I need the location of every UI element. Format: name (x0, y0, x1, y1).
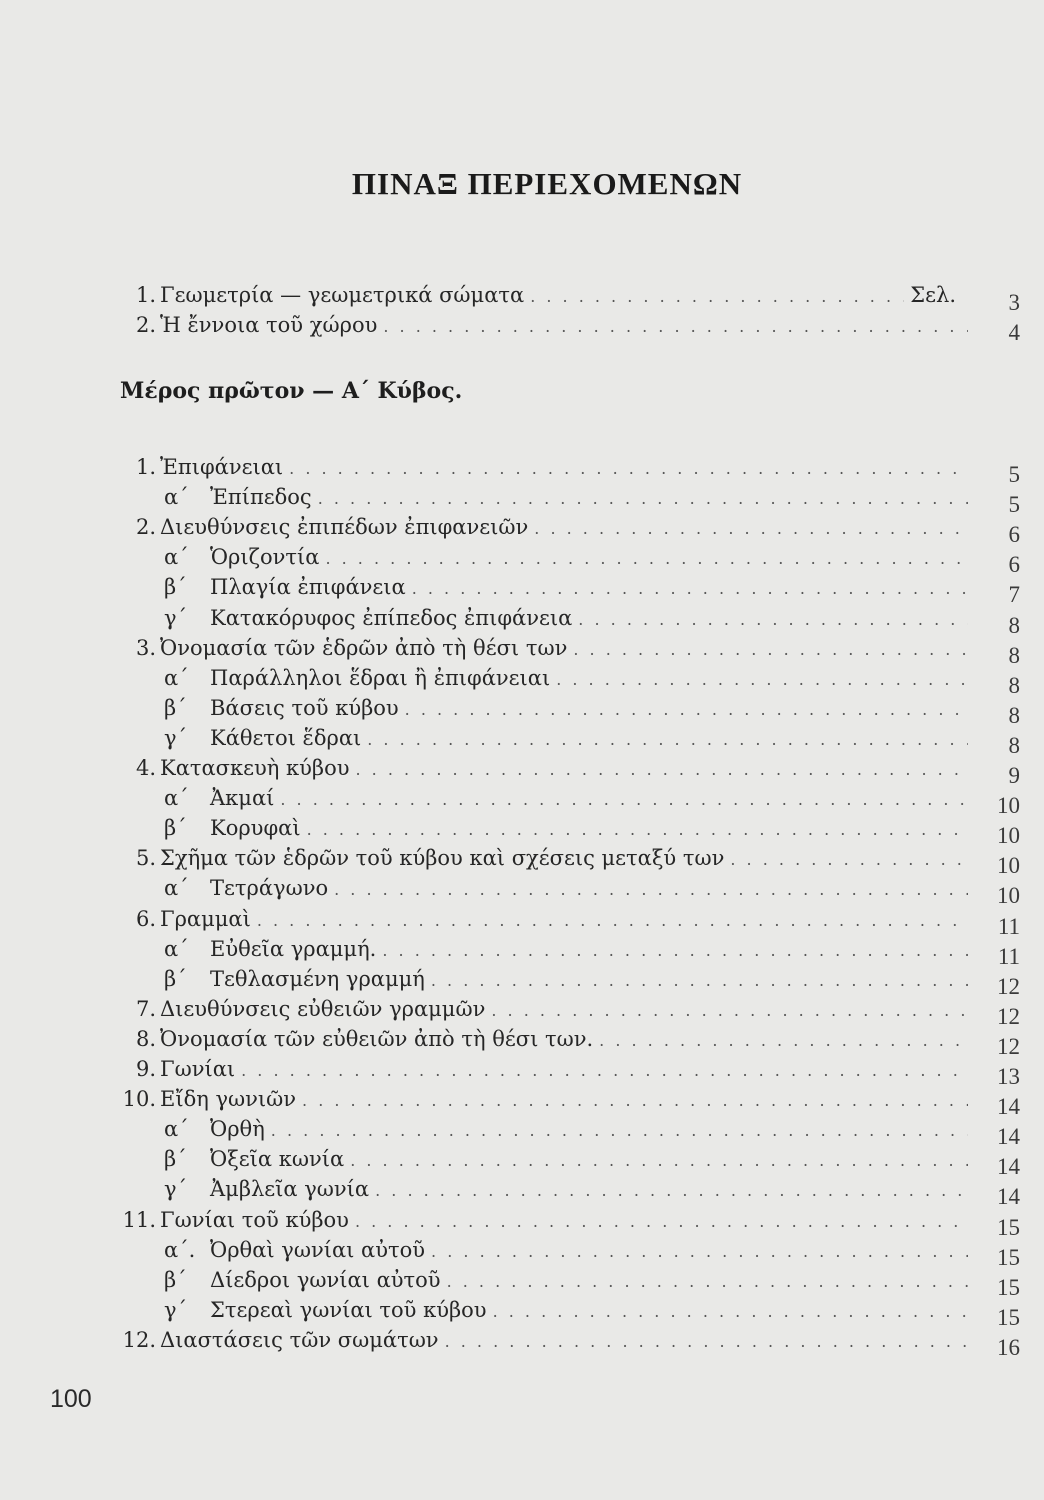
toc-row (100, 1235, 1020, 1270)
toc-entry-number: 7. (135, 996, 156, 1021)
toc-page-number: 15 (997, 1274, 1020, 1300)
toc-page-number: 8 (1008, 732, 1020, 758)
toc-subentry-letter: γ΄ (164, 1297, 188, 1322)
toc-entry-number: 4. (135, 756, 156, 780)
toc-entry-label: Ὀρθὴ (210, 1117, 265, 1142)
dot-leader (556, 665, 968, 695)
toc-entry-label: Ὀρθαὶ γωνίαι αὐτοῦ (210, 1237, 426, 1262)
toc-page-number: 7 (1008, 582, 1020, 608)
toc-subentry-letter: β΄ (164, 1147, 187, 1172)
toc-page-number: 12 (997, 973, 1020, 999)
toc-entry-label: Βάσεις τοῦ κύβου (210, 695, 399, 720)
toc-page-number: 8 (1008, 702, 1020, 728)
toc-entry-label: Ἡ ἔννοια τοῦ χώρου (160, 313, 378, 337)
toc-page-number: 12 (997, 1033, 1020, 1059)
dot-leader (318, 484, 968, 514)
toc-page-number: 11 (997, 913, 1020, 939)
toc-page-number: 9 (1008, 763, 1020, 788)
toc-entry-label: Γωνίαι τοῦ κύβου (160, 1207, 349, 1232)
toc-entry-label: Ἐπίπεδος (210, 485, 312, 510)
dot-leader (431, 1237, 968, 1267)
page-number: 100 (50, 1385, 92, 1413)
toc-row (100, 663, 1020, 698)
dot-leader (573, 635, 968, 665)
dot-leader (382, 936, 968, 966)
toc-row (100, 1114, 1020, 1150)
toc-entry-number: 2. (135, 515, 156, 540)
dot-leader (280, 785, 968, 815)
toc-entry-label: Διευθύνσεις ἐπιπέδων ἐπιφανειῶν (160, 515, 529, 540)
toc-entry-label: Στερεαὶ γωνίαι τοῦ κύβου (210, 1297, 487, 1322)
toc-subentry-letter: γ΄ (164, 1177, 188, 1202)
toc-page-number: 15 (997, 1244, 1020, 1270)
toc-entry-label: Ἀμβλεῖα γωνία (210, 1177, 370, 1202)
toc-entry-label: Κατακόρυφος ἐπίπεδος ἐπιφάνεια (210, 605, 573, 630)
toc-page-number: 11 (997, 943, 1020, 969)
toc-row (100, 1295, 1020, 1330)
toc-page-number: 12 (997, 1003, 1020, 1029)
toc-entry-label: Γωνίαι (160, 1057, 236, 1081)
toc-subentry-letter: γ΄ (164, 725, 188, 750)
toc-page-number: 15 (997, 1304, 1020, 1330)
dot-leader (367, 725, 968, 755)
dot-leader (350, 1146, 968, 1176)
toc-page-number: 8 (1008, 642, 1020, 668)
toc-entry-number: 5. (135, 846, 156, 871)
dot-leader (493, 1297, 968, 1327)
dot-leader (530, 282, 904, 312)
toc-subentry-letter: γ΄ (164, 605, 188, 630)
dot-leader (599, 1026, 968, 1056)
toc-entry-number: 11. (122, 1207, 156, 1232)
toc-entry-number: 3. (135, 635, 156, 660)
toc-entry-label: Γραμμαὶ (160, 906, 251, 931)
toc-entry-label: Τετράγωνο (210, 876, 329, 901)
toc-row (100, 843, 1020, 879)
toc-page-number: 16 (997, 1334, 1020, 1360)
toc-row (100, 723, 1020, 758)
toc-row (100, 1054, 1020, 1089)
dot-leader (383, 312, 968, 342)
toc-subentry-letter: β΄ (164, 816, 187, 841)
toc-page-number: 10 (997, 853, 1020, 879)
toc-page-number: 8 (1008, 612, 1020, 638)
toc-row (100, 693, 1020, 728)
toc-entry-label: Ὀνομασία τῶν εὐθειῶν ἀπὸ τὴ θέσι των. (160, 1026, 594, 1051)
page-title: ΠΙΝΑΞ ΠΕΡΙΕΧΟΜΕΝΩΝ (351, 166, 743, 201)
toc-page-number: 10 (997, 793, 1020, 819)
toc-subentry-letter: α΄ (164, 936, 189, 961)
dot-leader (334, 875, 968, 905)
dot-leader (257, 906, 968, 936)
toc-subentry-letter: β΄ (164, 695, 187, 720)
toc-subentry-letter: α΄ (164, 876, 189, 901)
toc-entry-label: Κορυφαὶ (210, 816, 301, 841)
dot-leader (534, 514, 968, 544)
dot-leader (405, 695, 968, 725)
dot-leader (375, 1176, 968, 1206)
toc-page-number: 14 (997, 1184, 1020, 1210)
toc-subentry-letter: α΄ (164, 485, 189, 510)
dot-leader (325, 544, 968, 574)
toc-entry-label: Ὀνομασία τῶν ἑδρῶν ἀπὸ τὴ θέσι των (160, 635, 568, 660)
toc-page-number: 4 (1008, 320, 1020, 345)
toc-row (100, 964, 1020, 999)
dot-leader (447, 1267, 968, 1297)
toc-row (100, 904, 1020, 939)
toc-row (100, 512, 1020, 548)
toc-entry-label: Ἐπιφάνειαι (160, 455, 284, 479)
toc-row (100, 934, 1020, 969)
toc-entry-number: 12. (122, 1327, 156, 1352)
section-heading: Μέρος πρῶτον — Α΄ Κύβος. (120, 378, 463, 404)
dot-leader (289, 454, 968, 484)
toc-row (100, 603, 1020, 638)
toc-entry-label: Κατασκευὴ κύβου (160, 756, 350, 780)
dot-leader (431, 966, 968, 996)
toc-row (100, 572, 1020, 608)
toc-page-number: 3 (1008, 290, 1020, 315)
toc-row (100, 1265, 1020, 1300)
dot-leader (412, 574, 968, 604)
toc-entry-label: Πλαγία ἐπιφάνεια (210, 575, 406, 600)
toc-entry-number: 1. (135, 283, 156, 307)
dot-leader (491, 996, 968, 1026)
toc-row (100, 1174, 1020, 1210)
toc-subentry-letter: α΄ (164, 545, 189, 570)
toc-row (100, 994, 1020, 1029)
dot-leader (271, 1116, 968, 1146)
toc-entry-label: Διαστάσεις τῶν σωμάτων (160, 1327, 439, 1352)
toc-row (100, 1084, 1020, 1120)
dot-leader (302, 1086, 968, 1116)
toc-page-number: 14 (997, 1124, 1020, 1150)
toc-row (100, 753, 1020, 788)
toc-page-number: 13 (997, 1064, 1020, 1089)
toc-subentry-letter: β΄ (164, 966, 187, 991)
toc-subentry-letter: α΄. (164, 1237, 196, 1262)
toc-entry-number: 8. (135, 1026, 156, 1051)
dot-leader (355, 1207, 968, 1237)
toc-row (100, 542, 1020, 578)
dot-leader (241, 1056, 968, 1086)
toc-entry-number: 9. (135, 1057, 156, 1081)
toc-row (100, 1024, 1020, 1059)
toc-page-number: 6 (1008, 522, 1020, 548)
toc-entry-label: Εἴδη γωνιῶν (160, 1087, 297, 1112)
toc-row (100, 1144, 1020, 1180)
toc-row (100, 452, 1020, 487)
toc-entry-label: Γεωμετρία — γεωμετρικά σώματα (160, 283, 525, 307)
toc-entry-label: Κάθετοι ἕδραι (210, 725, 362, 750)
dot-leader (578, 605, 968, 635)
toc-row (100, 783, 1020, 819)
page-abbreviation: Σελ. (910, 283, 956, 307)
toc-row (100, 1205, 1020, 1240)
dot-leader (307, 815, 968, 845)
toc-page-number: 15 (997, 1214, 1020, 1240)
toc-row (100, 633, 1020, 668)
toc-entry-label: Παράλληλοι ἕδραι ἢ ἐπιφάνειαι (210, 665, 551, 690)
toc-page-number: 8 (1008, 672, 1020, 698)
toc-subentry-letter: β΄ (164, 575, 187, 600)
toc-row (100, 280, 1020, 315)
toc-entry-label: Σχῆμα τῶν ἑδρῶν τοῦ κύβου καὶ σχέσεις μεταξύ των (160, 846, 725, 871)
toc-page-number: 5 (1008, 462, 1020, 487)
toc-subentry-letter: β΄ (164, 1267, 187, 1292)
toc-row (100, 813, 1020, 849)
toc-row (100, 310, 1020, 345)
toc-entry-label: Ὀξεῖα κωνία (210, 1147, 345, 1172)
toc-entry-number: 1. (135, 455, 156, 479)
toc-entry-number: 2. (135, 313, 156, 337)
toc-page-number: 10 (997, 883, 1020, 909)
toc-entry-label: Διευθύνσεις εὐθειῶν γραμμῶν (160, 996, 486, 1021)
toc-entry-label: Δίεδροι γωνίαι αὐτοῦ (210, 1267, 441, 1292)
dot-leader (355, 755, 968, 785)
toc-page-number: 14 (997, 1094, 1020, 1120)
toc-entry-number: 6. (135, 906, 156, 931)
dot-leader (445, 1327, 968, 1357)
toc-entry-label: Τεθλασμένη γραμμή (210, 966, 425, 991)
dot-leader (730, 845, 968, 875)
toc-entry-label: Ἀκμαί (210, 786, 275, 811)
toc-subentry-letter: α΄ (164, 1117, 189, 1142)
toc-page-number: 14 (997, 1154, 1020, 1180)
toc-subentry-letter: α΄ (164, 665, 189, 690)
toc-row (100, 482, 1020, 518)
toc-row (100, 1325, 1020, 1360)
toc-page-number: 6 (1008, 552, 1020, 578)
toc-entry-label: Ὁριζοντία (210, 545, 320, 570)
toc-subentry-letter: α΄ (164, 786, 189, 811)
toc-row (100, 873, 1020, 909)
toc-page-number: 10 (997, 823, 1020, 849)
toc-entry-number: 10. (122, 1087, 156, 1112)
toc-entry-label: Εὐθεῖα γραμμή. (210, 936, 377, 961)
toc-page-number: 5 (1008, 492, 1020, 518)
